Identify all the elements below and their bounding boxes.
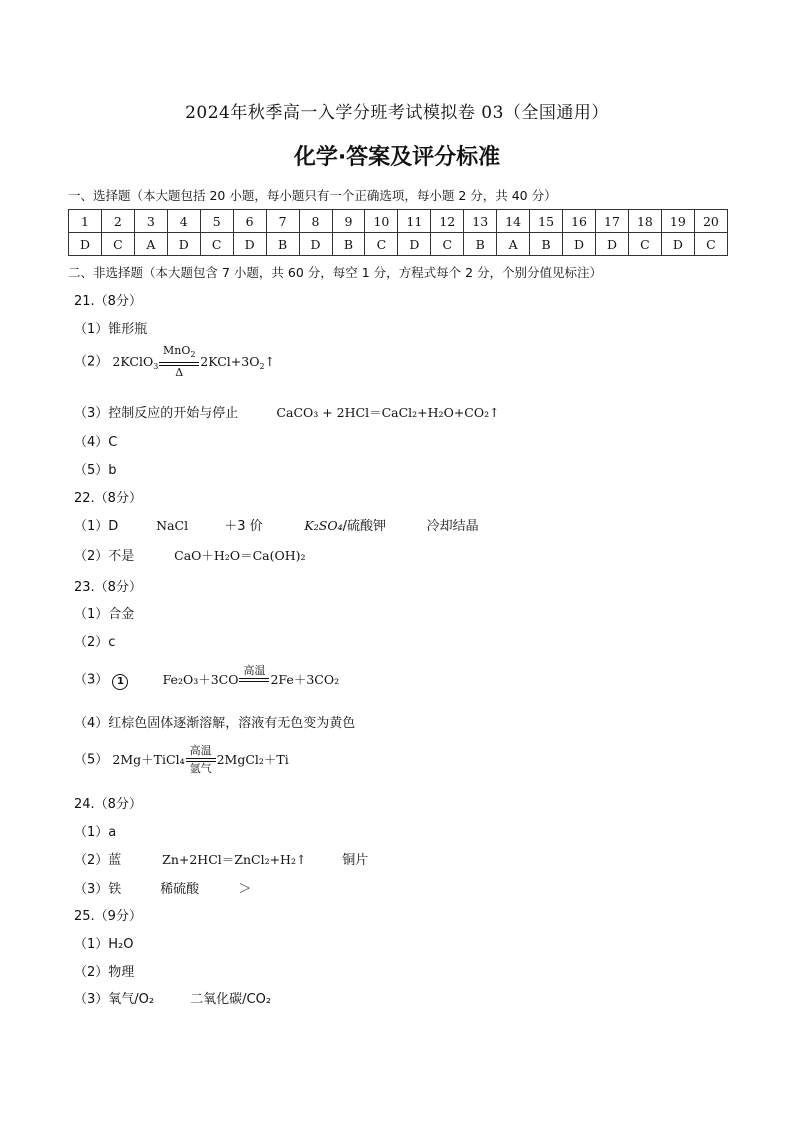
q21-answer-2-label: （2）	[74, 354, 109, 370]
q22-formula-k2so4: K₂SO₄	[304, 518, 343, 533]
q24-answer-2-label: （2）蓝	[74, 853, 122, 868]
answer-cell: D	[398, 233, 431, 256]
section-2-heading: 二、非选择题（本大题包含 7 小题，共 60 分，每空 1 分，方程式每个 2 分，个别分值见标注）	[68, 265, 603, 280]
q22-answer-1-c: ＋3 价	[224, 519, 263, 534]
q22-answer-1-b: NaCl	[156, 518, 189, 533]
q23-eq3-high-temp: 高温	[243, 664, 266, 677]
q22-answer-2-label: （2）不是	[74, 549, 135, 564]
answer-cell: C	[200, 233, 233, 256]
q21-heading: 21.（8分）	[74, 294, 142, 309]
question-number-cell: 11	[398, 210, 431, 233]
q23-answer-5	[74, 744, 289, 776]
q21-eq2-condition	[159, 344, 199, 380]
answer-table-number-row	[69, 210, 728, 233]
q22-answer-1-d	[304, 515, 422, 534]
answer-cell: B	[266, 233, 299, 256]
question-number-cell: 6	[233, 210, 266, 233]
q21-eq2-reactant: 2KClO	[112, 353, 154, 369]
answer-cell: C	[101, 233, 134, 256]
q24-answer-2	[74, 849, 368, 868]
answer-cell: C	[694, 233, 727, 256]
answer-table	[68, 209, 728, 256]
q21-equation-2	[112, 344, 276, 379]
answer-cell: D	[661, 233, 694, 256]
question-number-cell: 17	[596, 210, 629, 233]
question-number-cell: 2	[101, 210, 134, 233]
q23-answer-1: （1）合金	[74, 607, 135, 622]
q21-eq2-product: 2KCl+3O	[200, 353, 260, 369]
q23-answer-3	[74, 664, 339, 696]
q23-eq3-condition	[239, 664, 269, 696]
q21-eq2-gas-arrow: ↑	[264, 353, 276, 369]
answer-cell: B	[332, 233, 365, 256]
q22-answer-1-d-text: /硫酸钾	[342, 519, 386, 534]
question-number-cell: 13	[464, 210, 497, 233]
q21-eq2-reactant-sub: 3	[153, 361, 159, 371]
q25-answer-1: （1）H₂O	[74, 937, 134, 952]
q24-answer-2-c: 铜片	[342, 853, 369, 868]
answer-cell: A	[134, 233, 167, 256]
answer-cell: D	[167, 233, 200, 256]
q25-answer-3-b: 二氧化碳/CO₂	[190, 992, 272, 1007]
q21-answer-5: （5）b	[74, 463, 117, 478]
question-number-cell: 15	[530, 210, 563, 233]
q25-heading: 25.（9分）	[74, 909, 142, 924]
q24-answer-3	[74, 878, 251, 897]
q22-answer-2	[74, 545, 306, 564]
q23-eq3-products: 2Fe＋3CO₂	[270, 671, 340, 687]
q23-eq5-products: 2MgCl₂＋Ti	[216, 751, 289, 767]
answer-cell: C	[628, 233, 661, 256]
q22-answer-1-e: 冷却结晶	[426, 519, 479, 534]
q23-eq5-high-temp: 高温	[189, 744, 212, 757]
question-number-cell: 4	[167, 210, 200, 233]
q25-answer-2: （2）物理	[74, 965, 135, 980]
q23-eq5-argon: 氩气	[189, 762, 212, 775]
q24-equation-2: Zn+2HCl＝ZnCl₂+H₂↑	[162, 852, 307, 867]
q23-circled-number: 1	[112, 674, 128, 690]
answer-cell: D	[299, 233, 332, 256]
q21-eq2-catalyst-text: MnO	[163, 344, 191, 357]
answer-cell: B	[530, 233, 563, 256]
q23-eq5-condition	[186, 744, 216, 776]
q21-answer-2	[74, 344, 275, 380]
q24-answer-3-c: ＞	[238, 882, 252, 897]
q24-answer-3-label: （3）铁	[74, 882, 122, 897]
q21-answer-1: （1）锥形瓶	[74, 322, 148, 337]
section-1-heading: 一、选择题（本大题包括 20 小题，每小题只有一个正确选项，每小题 2 分，共 40 分）	[68, 188, 557, 203]
question-number-cell: 10	[365, 210, 398, 233]
answer-cell: B	[464, 233, 497, 256]
q22-heading: 22.（8分）	[74, 491, 142, 506]
question-number-cell: 16	[563, 210, 596, 233]
question-number-cell: 18	[628, 210, 661, 233]
question-number-cell: 9	[332, 210, 365, 233]
question-number-cell: 1	[69, 210, 102, 233]
q21-answer-4: （4）C	[74, 435, 118, 450]
q24-heading: 24.（8分）	[74, 797, 142, 812]
q21-eq2-heat: Δ	[175, 366, 184, 379]
q23-answer-3-label: （3）	[74, 672, 109, 688]
question-number-cell: 12	[431, 210, 464, 233]
q24-answer-3-b: 稀硫酸	[160, 882, 200, 897]
q24-answer-1: （1）a	[74, 825, 117, 840]
q23-answer-5-label: （5）	[74, 752, 109, 768]
answer-cell: A	[497, 233, 530, 256]
q23-heading: 23.（8分）	[74, 580, 142, 595]
question-number-cell: 14	[497, 210, 530, 233]
q22-answer-1	[74, 515, 479, 534]
answer-cell: C	[431, 233, 464, 256]
answer-table-answer-row	[69, 233, 728, 256]
question-number-cell: 3	[134, 210, 167, 233]
answer-cell: C	[365, 233, 398, 256]
answer-cell: D	[69, 233, 102, 256]
question-number-cell: 20	[694, 210, 727, 233]
q21-answer-3	[74, 402, 500, 421]
q23-answer-2: （2）c	[74, 635, 116, 650]
q23-eq3-reactants: Fe₂O₃＋3CO	[162, 671, 239, 687]
q21-answer-3-label: （3）控制反应的开始与停止	[74, 406, 239, 421]
q23-eq5-reactants: 2Mg＋TiCl₄	[112, 751, 185, 767]
q22-equation-2: CaO＋H₂O＝Ca(OH)₂	[174, 548, 306, 563]
q22-answer-1-label: （1）D	[74, 519, 119, 534]
q23-eq3-blank	[239, 682, 269, 696]
q21-equation-3: CaCO₃ + 2HCl＝CaCl₂+H₂O+CO₂↑	[276, 405, 500, 420]
q23-equation-5	[112, 744, 289, 775]
answer-cell: D	[233, 233, 266, 256]
q21-eq2-catalyst	[159, 344, 199, 362]
q23-answer-4: （4）红棕色固体逐渐溶解，溶液有无色变为黄色	[74, 716, 356, 731]
question-number-cell: 8	[299, 210, 332, 233]
q21-eq2-product-sub: 2	[259, 361, 265, 371]
q21-eq2-catalyst-sub: 2	[190, 350, 196, 359]
question-number-cell: 19	[661, 210, 694, 233]
q23-equation-3	[162, 664, 340, 687]
page-title: 2024年秋季高一入学分班考试模拟卷 03（全国通用）	[185, 103, 609, 123]
question-number-cell: 5	[200, 210, 233, 233]
q25-answer-3-label: （3）氧气/O₂	[74, 992, 155, 1007]
page-subtitle: 化学·答案及评分标准	[293, 145, 501, 170]
q25-answer-3	[74, 988, 271, 1007]
question-number-cell: 7	[266, 210, 299, 233]
answer-cell: D	[596, 233, 629, 256]
answer-cell: D	[563, 233, 596, 256]
